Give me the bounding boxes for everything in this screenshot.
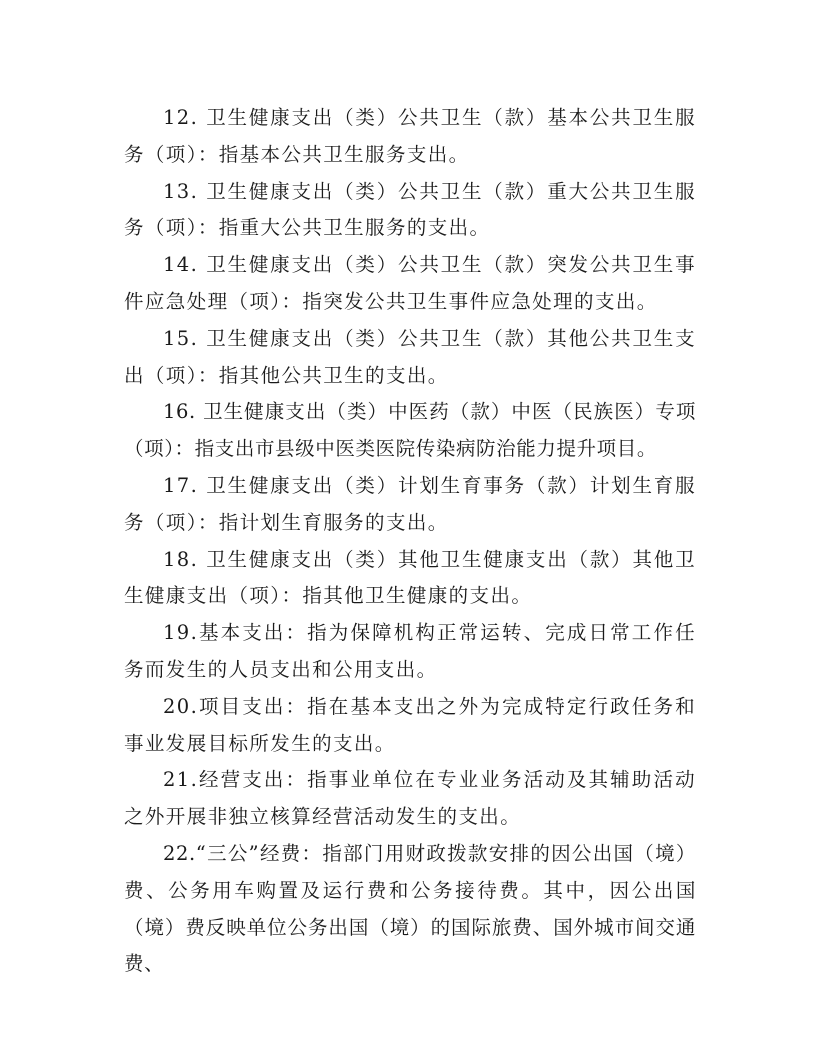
- paragraph-18: 18. 卫生健康支出（类）其他卫生健康支出（款）其他卫生健康支出（项）：指其他卫生健康的支出。: [124, 547, 696, 608]
- paragraph-22: 22.“三公”经费：指部门用财政拨款安排的因公出国（境）费、公务用车购置及运行费和公务接待费。其中，因公出国（境）费反映单位公务出国（境）的国际旅费、国外城市间交通费、: [124, 841, 696, 976]
- paragraph-15: 15. 卫生健康支出（类）公共卫生（款）其他公共卫生支出（项）：指其他公共卫生的支出。: [124, 326, 696, 387]
- paragraph-19: 19.基本支出：指为保障机构正常运转、完成日常工作任务而发生的人员支出和公用支出。: [124, 621, 696, 681]
- paragraph-12: 12. 卫生健康支出（类）公共卫生（款）基本公共卫生服务（项）：指基本公共卫生服务支出。: [124, 106, 696, 166]
- paragraph-20: 20.项目支出：指在基本支出之外为完成特定行政任务和事业发展目标所发生的支出。: [124, 694, 696, 755]
- paragraph-17: 17. 卫生健康支出（类）计划生育事务（款）计划生育服务（项）：指计划生育服务的支出。: [124, 473, 696, 534]
- paragraph-14: 14. 卫生健康支出（类）公共卫生（款）突发公共卫生事件应急处理（项）：指突发公共卫生事件应急处理的支出。: [124, 253, 696, 313]
- document-page: [124, 100, 696, 983]
- paragraph-13: 13. 卫生健康支出（类）公共卫生（款）重大公共卫生服务（项）：指重大公共卫生服务的支出。: [124, 179, 696, 240]
- paragraph-16: 16. 卫生健康支出（类）中医药（款）中医（民族医）专项（项）：指支出市县级中医类医院传染病防治能力提升项目。: [124, 400, 696, 461]
- paragraph-21: 21.经营支出：指事业单位在专业业务活动及其辅助活动之外开展非独立核算经营活动发生的支出。: [124, 768, 696, 829]
